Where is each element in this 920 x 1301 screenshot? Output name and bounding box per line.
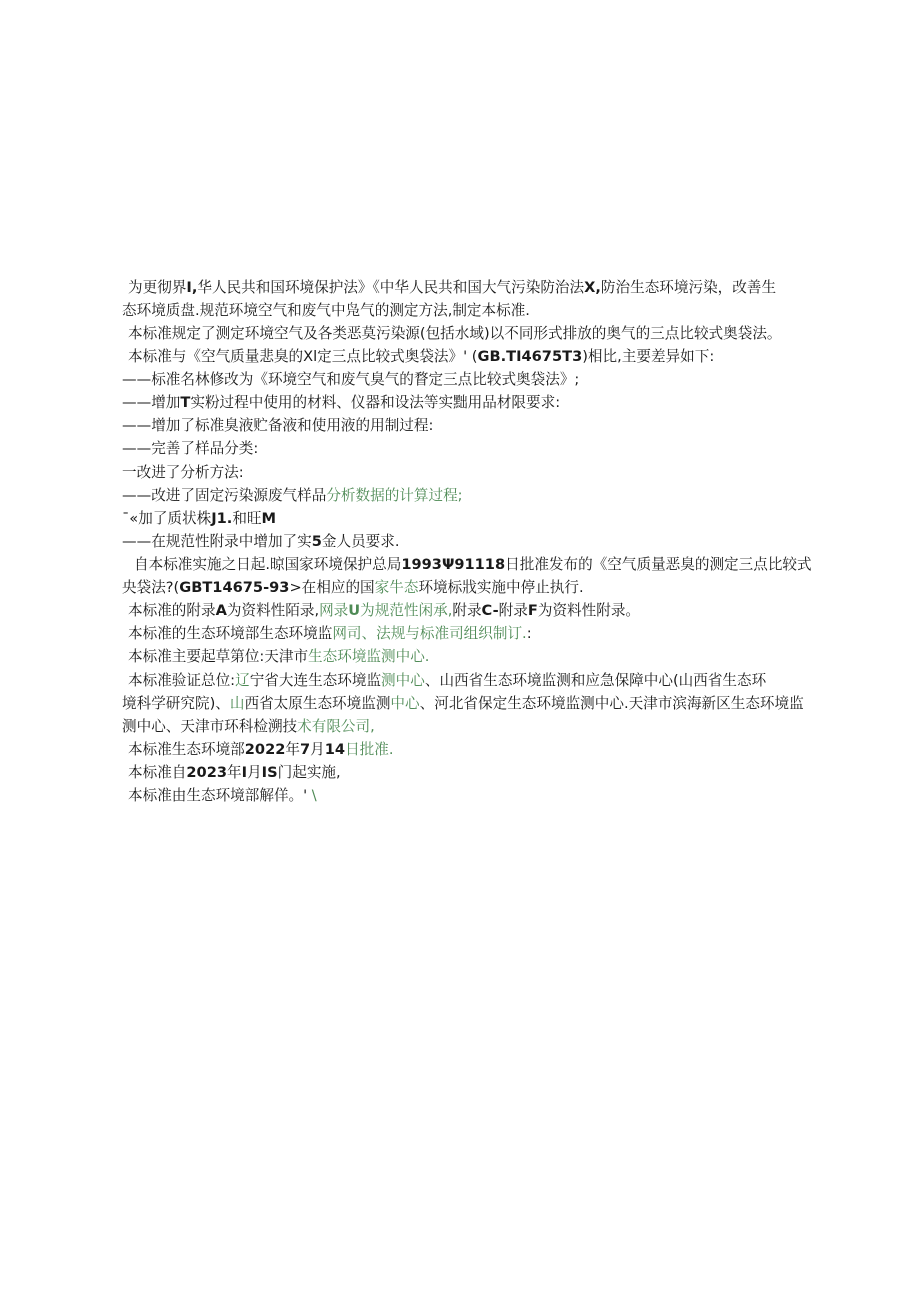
text-run: 本标准由生态环境部解佯。' xyxy=(128,787,308,804)
paragraph-line xyxy=(122,692,804,715)
list-item xyxy=(122,507,276,530)
text-run: 为更彻界 xyxy=(128,279,187,296)
text-run: 日批准发布的《空气质量恶臭的测定三点比较式 xyxy=(505,556,812,573)
paragraph-line xyxy=(128,738,394,761)
text-run: 测中心、天津市环科检溯技 xyxy=(122,718,298,736)
paragraph-line xyxy=(128,784,317,807)
text-run: 辽 xyxy=(235,672,250,689)
list-item xyxy=(122,391,560,414)
paragraph-line xyxy=(122,299,530,322)
text-run: 本标准的附录 xyxy=(128,602,216,619)
text-run: GB.TI4675T3 xyxy=(477,348,583,365)
text-run: 1993Ψ91118 xyxy=(401,556,506,573)
text-run: 附录 xyxy=(498,602,528,619)
text-run: 和旺 xyxy=(232,510,262,527)
text-run: 央袋法?( xyxy=(122,579,180,597)
text-run: 山 xyxy=(229,695,245,713)
text-run: X, xyxy=(584,279,601,296)
text-run: 自本标准实施之日起.晾国家环境保护总局 xyxy=(134,556,402,573)
text-run: : xyxy=(526,625,532,642)
text-run: 2023 xyxy=(186,764,228,781)
text-run: 测中心 xyxy=(381,672,425,689)
text-run: 、河北省保定生态环境监测中心.天津市滨海新区生态环境监 xyxy=(419,695,804,713)
text-run: 网录 xyxy=(319,602,349,619)
text-run: ——标准名林修改为《环境空气和废气臭气的瞀定三点比较式奥袋法》; xyxy=(122,371,580,388)
text-run: 防治生态环境污染，改善生 xyxy=(600,279,777,296)
text-run: 7 xyxy=(300,741,311,758)
text-run: \ xyxy=(307,787,317,804)
text-run: 附录 xyxy=(452,602,482,619)
text-run: 金人员要求. xyxy=(321,533,400,550)
paragraph-line xyxy=(122,715,375,738)
text-run: A xyxy=(215,602,227,619)
text-run: 分析数据的计算过程; xyxy=(326,487,463,504)
text-run: 月 xyxy=(310,741,325,758)
text-run: 术有限公司, xyxy=(297,718,375,736)
text-run: 为资料性附录。 xyxy=(537,602,641,619)
text-run: 为资料性陌录, xyxy=(226,602,320,619)
paragraph-line xyxy=(128,645,429,668)
text-run: 本标准与《空气质量悲臭的Xl定三点比较式奥袋法》' ( xyxy=(128,348,478,365)
paragraph-line xyxy=(128,761,341,784)
paragraph-line xyxy=(122,576,584,599)
text-run: 为规范性闲承, xyxy=(360,602,453,619)
paragraph-line xyxy=(128,669,766,692)
text-run: 西省太原生态环境监测 xyxy=(244,695,391,713)
paragraph-line xyxy=(134,553,812,576)
text-run: 本标准自 xyxy=(128,764,187,781)
text-run: I, xyxy=(186,279,198,296)
text-run: 本标准的生态环境部生态环境监 xyxy=(128,625,333,642)
text-run: 网司、法规与标准司组织制订. xyxy=(332,625,527,642)
text-run: 实粉过程中使用的材料、仪器和设法等实黜用品材限要求: xyxy=(190,394,561,411)
paragraph-line xyxy=(128,276,776,299)
list-item xyxy=(122,530,400,553)
text-run: ——完善了样品分类: xyxy=(122,440,259,457)
text-run: )相比,主要差异如下: xyxy=(582,348,715,365)
text-run: 境科学研究院)、 xyxy=(122,695,230,713)
list-item xyxy=(122,437,258,460)
text-run: 华人民共和国环境保护法》《中华人民共和国大气污染防治法 xyxy=(197,279,585,296)
list-item xyxy=(122,368,579,391)
text-run: 本标准主要起草第位:天津市 xyxy=(128,648,309,665)
text-run: 家牛态 xyxy=(374,579,419,597)
text-run: 5 xyxy=(311,533,322,550)
text-run: T xyxy=(180,394,191,411)
text-run: 生态环境监测中心. xyxy=(308,648,430,665)
text-run: C- xyxy=(481,602,499,619)
paragraph-line xyxy=(128,322,782,345)
text-run: GBT14675-93 xyxy=(179,579,290,597)
text-run: I xyxy=(241,764,248,781)
text-run: M xyxy=(261,510,277,527)
text-run: 本标准生态环境部 xyxy=(128,741,245,758)
list-item xyxy=(122,484,463,507)
text-run: ˉ«加了质状株 xyxy=(122,510,212,527)
paragraph-line xyxy=(128,345,714,368)
text-run: 中心 xyxy=(390,695,420,713)
text-run: ——改进了固定污染源废气样品 xyxy=(122,487,327,504)
text-run: 本标准验证总位: xyxy=(128,672,236,689)
paragraph-line xyxy=(128,622,532,645)
text-run: 一改进了分析方法: xyxy=(122,464,244,481)
text-run: 年 xyxy=(285,741,300,758)
text-run: J1. xyxy=(211,510,233,527)
text-run: 门起实施, xyxy=(277,764,341,781)
text-run: U xyxy=(348,602,361,619)
text-run: IS xyxy=(261,764,278,781)
text-run: 年 xyxy=(227,764,242,781)
text-run: 宁省大连生态环境监 xyxy=(249,672,382,689)
paragraph-line xyxy=(128,599,640,622)
text-run: 、山西省生态环境监测和应急保障中心(山西省生态环 xyxy=(424,672,767,689)
text-run: F xyxy=(527,602,538,619)
text-run: 14 xyxy=(324,741,346,758)
list-item xyxy=(122,461,244,484)
text-run: >在相应的国 xyxy=(289,579,375,597)
text-run: 日批准. xyxy=(345,741,394,758)
text-run: ——增加了标准臭液贮备液和使用液的用制过程: xyxy=(122,417,434,434)
text-run: 态环境质盘.规范环境空气和废气中凫气的测定方法,制定本标准. xyxy=(122,302,530,320)
text-run: 环境标戕实施中停止执行. xyxy=(418,579,584,597)
text-run: ——在规范性附录中增加了实 xyxy=(122,533,312,550)
list-item xyxy=(122,414,433,437)
text-run: 本标准规定了测定环境空气及各类恶莫污染源(包括水域)以不同形式排放的奥气的三点比较式奥袋法。 xyxy=(128,325,782,342)
text-run: 2022 xyxy=(244,741,286,758)
text-run: 月 xyxy=(247,764,262,781)
text-run: ——增加 xyxy=(122,394,181,411)
